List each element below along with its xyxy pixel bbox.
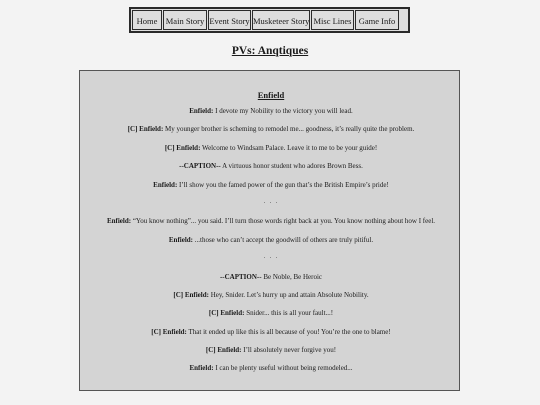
section-heading: Enfield [257, 90, 285, 100]
line-text: That it ended up like this is all because of you! You’re the one to blame! [186, 327, 391, 336]
line-text: Welcome to Windsam Palace. Leave it to me to be your guide! [200, 143, 378, 152]
nav-misc-lines[interactable]: Misc Lines [311, 10, 354, 30]
line-text: Snider... this is all your fault...! [244, 309, 334, 318]
line-text: I’ll absolutely never forgive you! [241, 346, 337, 355]
line-text: My younger brother is scheming to remodel me... goodness, it’s really quite the problem. [163, 125, 415, 134]
voice-line [1, 290, 540, 301]
page-title: PVs: Anqtiques [231, 45, 309, 57]
speaker-label: [C] Enfield: [127, 125, 164, 134]
voice-line [1, 345, 540, 356]
voice-line [1, 363, 540, 374]
speaker-label: Enfield: [189, 364, 214, 373]
speaker-label: [C] Enfield: [164, 143, 201, 152]
speaker-label: --CAPTION-- [179, 162, 221, 171]
voice-line [1, 272, 540, 283]
speaker-label: [C] Enfield: [151, 327, 187, 336]
voice-line [1, 308, 540, 319]
nav-musketeer-story[interactable]: Musketeer Story [252, 10, 310, 30]
separator-dots: · · · [263, 254, 279, 263]
line-text: I’ll show you the famed power of the gun that’s the British Empire’s pride! [177, 180, 389, 189]
line-text: “You know nothing”... you said. I’ll turn those words right back at you. You know nothing about how I feel. [131, 217, 436, 226]
separator-dots: · · · [263, 198, 279, 207]
voice-line [1, 124, 540, 135]
speaker-label: --CAPTION-- [219, 272, 262, 281]
voice-line [1, 235, 540, 246]
lines-panel [79, 70, 460, 391]
voice-line [1, 327, 540, 338]
speaker-label: [C] Enfield: [208, 309, 245, 318]
voice-line [1, 143, 540, 154]
nav-event-story[interactable]: Event Story [208, 10, 251, 30]
line-text: Be Noble, Be Heroic [261, 272, 323, 281]
voice-line [1, 161, 540, 172]
voice-line [1, 216, 540, 227]
line-text: Hey, Snider. Let’s hurry up and attain Absolute Nobility. [208, 290, 369, 299]
speaker-label: Enfield: [168, 235, 194, 244]
nav-main-story[interactable]: Main Story [163, 10, 207, 30]
nav-game-info[interactable]: Game Info [355, 10, 399, 30]
lines-list [1, 71, 540, 382]
speaker-label: [C] Enfield: [173, 290, 209, 299]
speaker-label: Enfield: [153, 180, 178, 189]
top-nav [129, 7, 410, 33]
voice-line [1, 180, 540, 191]
speaker-label: Enfield: [106, 217, 132, 226]
voice-line [1, 106, 540, 117]
speaker-label: Enfield: [189, 107, 214, 115]
line-text: I can be plenty useful without being remodeled... [213, 364, 353, 373]
nav-home[interactable]: Home [132, 10, 162, 30]
line-text: A virtuous honor student who adores Brown Bess. [220, 162, 363, 171]
line-text: I devote my Nobility to the victory you will lead. [213, 107, 353, 115]
line-text: ...those who can’t accept the goodwill of others are truly pitiful. [193, 235, 374, 244]
speaker-label: [C] Enfield: [205, 346, 242, 355]
